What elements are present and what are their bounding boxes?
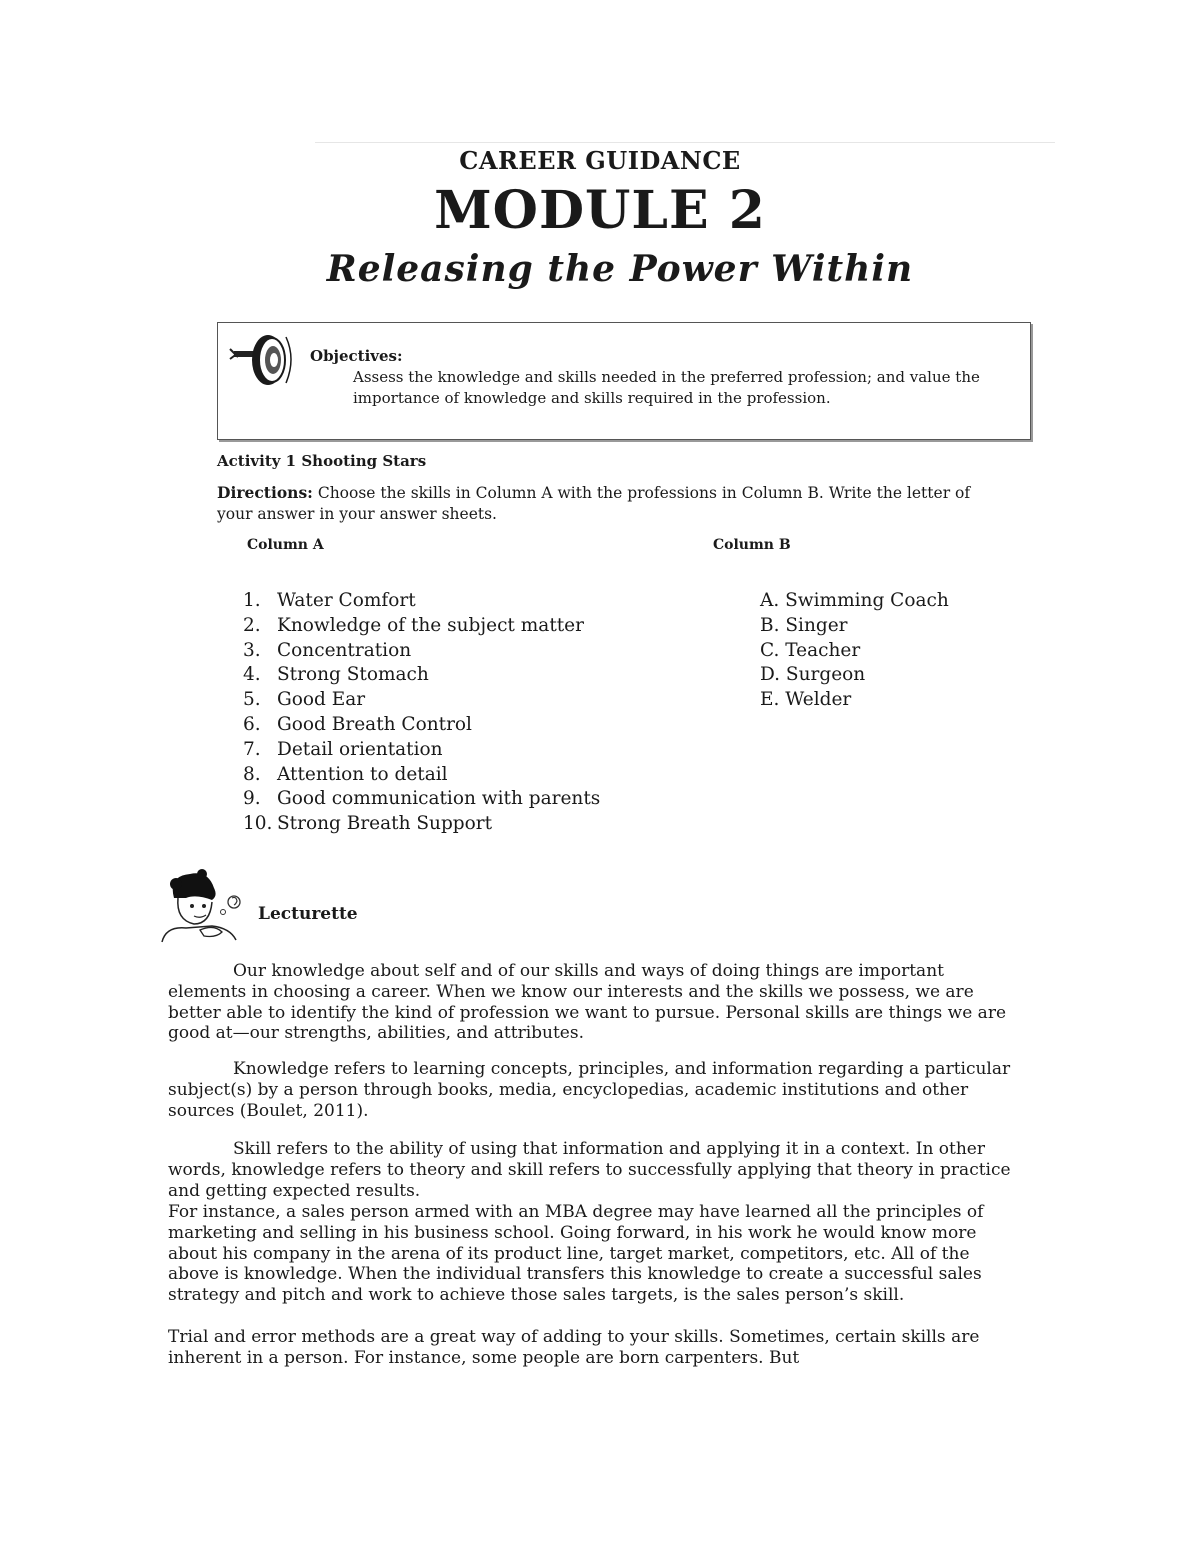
- activity-title: Activity 1 Shooting Stars: [217, 452, 427, 470]
- list-item: B. Singer: [760, 614, 848, 636]
- directions-label: Directions:: [217, 483, 313, 502]
- list-item: 2. Knowledge of the subject matter: [243, 614, 584, 636]
- list-item: 9. Good communication with parents: [243, 788, 601, 810]
- column-b-header: Column B: [713, 537, 791, 553]
- list-item: 7. Detail orientation: [243, 738, 443, 760]
- column-b-list: [760, 589, 949, 713]
- directions: [217, 482, 1007, 525]
- directions-text: Choose the skills in Column A with the professions in Column B. Write the letter of your answer in your answer sheets.: [217, 484, 971, 523]
- top-rule: [315, 142, 1055, 143]
- list-item: D. Surgeon: [760, 664, 866, 686]
- list-item: 8. Attention to detail: [243, 763, 448, 785]
- objectives-label: Objectives:: [310, 347, 403, 365]
- paragraph: Our knowledge about self and of our skills and ways of doing things are important elements in choosing a career. When we know our interests and the skills we possess, we are better able to identify the kind of profession we want to pursue. Personal skills are things we are good at—our strengths, abilities, and attributes.: [168, 961, 1007, 1044]
- objectives-box: [217, 322, 1031, 440]
- list-item: C. Teacher: [760, 639, 861, 661]
- objectives-text: Assess the knowledge and skills needed in the preferred profession; and value the importance of knowledge and skills required in the profession.: [353, 368, 980, 407]
- module-subtitle: Releasing the Power Within: [326, 248, 914, 290]
- column-a-header: Column A: [247, 537, 324, 553]
- module-title: MODULE 2: [434, 180, 766, 241]
- course-title: CAREER GUIDANCE: [459, 146, 741, 175]
- list-item: 1. Water Comfort: [243, 590, 416, 611]
- list-item: 6. Good Breath Control: [243, 713, 472, 735]
- list-item: A. Swimming Coach: [760, 590, 949, 611]
- list-item: 3. Concentration: [243, 639, 412, 661]
- paragraph: Trial and error methods are a great way of adding to your skills. Sometimes, certain skills are inherent in a person. For instance, some people are born carpenters. But: [168, 1327, 980, 1368]
- column-a-list: [243, 589, 600, 837]
- paragraph: For instance, a sales person armed with an MBA degree may have learned all the principles of marketing and selling in his business school. Going forward, in his work he would know more about his company in the arena of its product line, target market, competitors, etc. All of the above is knowledge. When the individual transfers this knowledge to create a successful sales strategy and pitch and work to achieve those sales targets, is the sales person’s skill.: [168, 1202, 984, 1306]
- paragraph: Skill refers to the ability of using that information and applying it in a context. In other words, knowledge refers to theory and skill refers to successfully applying that theory in practice and getting expected results.: [168, 1139, 1011, 1201]
- child-thinking-icon: [156, 868, 248, 950]
- list-item: 10. Strong Breath Support: [243, 813, 493, 835]
- list-item: E. Welder: [760, 689, 852, 711]
- paragraph: Knowledge refers to learning concepts, principles, and information regarding a particular subject(s) by a person through books, media, encyclopedias, academic institutions and other sources (Boulet, 2011).: [168, 1059, 1011, 1121]
- list-item: 4. Strong Stomach: [243, 664, 429, 686]
- list-item: 5. Good Ear: [243, 689, 366, 711]
- target-icon: [228, 329, 300, 389]
- lecturette-label: Lecturette: [258, 904, 358, 924]
